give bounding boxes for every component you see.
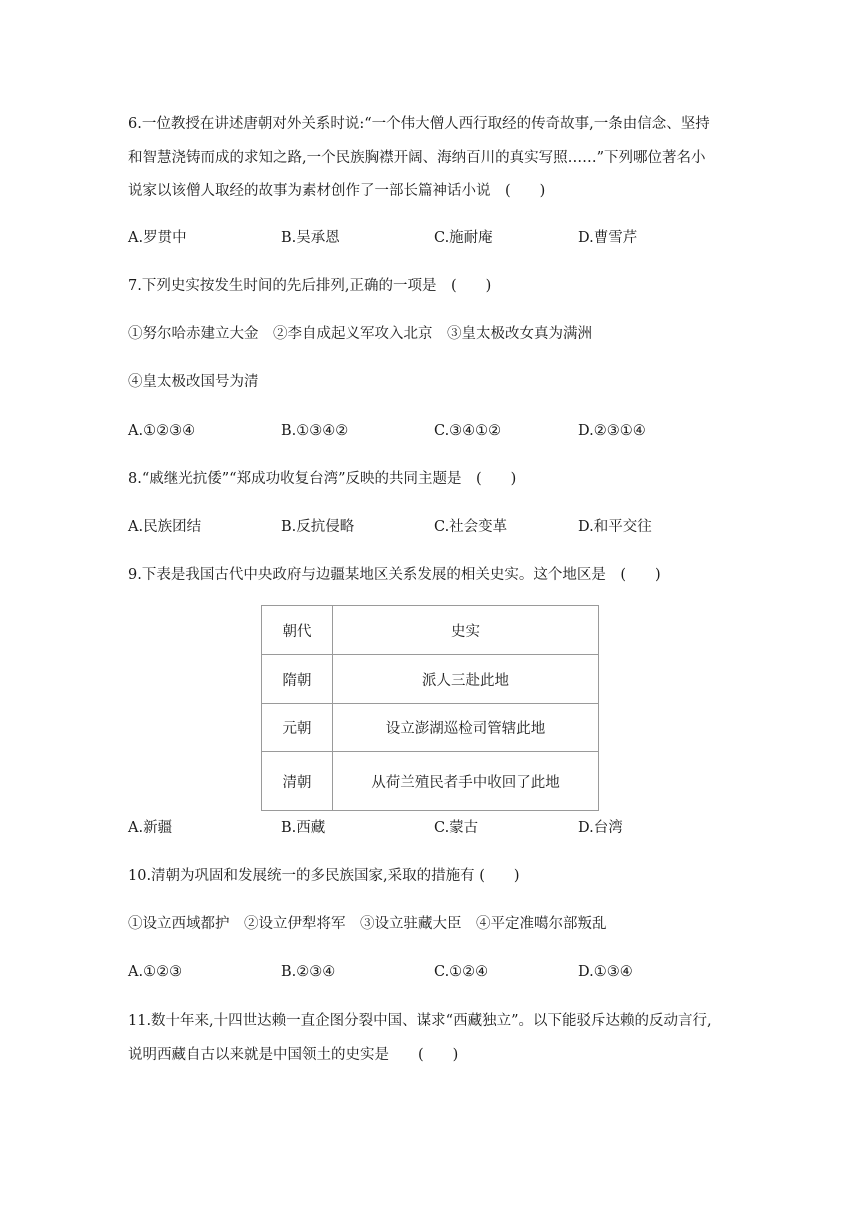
- q6-option-d: D.曹雪芹: [578, 230, 638, 246]
- table-cell-fact: 派人三赴此地: [333, 655, 599, 704]
- q6-option-b: B.吴承恩: [281, 230, 340, 246]
- q7-option-a: A.①②③④: [128, 423, 196, 439]
- q9-option-d: D.台湾: [578, 820, 623, 836]
- q6-stem-line-3: 说家以该僧人取经的故事为素材创作了一部长篇神话小说 ( ): [128, 183, 546, 199]
- q8-stem: 8.“戚继光抗倭”“郑成功收复台湾”反映的共同主题是 ( ): [128, 471, 517, 487]
- q6-stem-line-1: 6.一位教授在讲述唐朝对外关系时说:“一个伟大僧人西行取经的传奇故事,一条由信念、坚持: [128, 116, 710, 132]
- table-header-row: [262, 606, 599, 655]
- q9-option-b: B.西藏: [281, 820, 326, 836]
- q7-option-b: B.①③④②: [281, 423, 349, 439]
- q10-stem: 10.清朝为巩固和发展统一的多民族国家,采取的措施有 ( ): [128, 868, 520, 884]
- table-cell-dynasty: 隋朝: [262, 655, 333, 704]
- q7-options: [128, 421, 728, 441]
- table-cell-dynasty: 元朝: [262, 704, 333, 752]
- q8-option-b: B.反抗侵略: [281, 519, 355, 535]
- q10-option-a: A.①②③: [128, 964, 183, 980]
- q11-stem-line-2: 说明西藏自古以来就是中国领土的史实是 ( ): [128, 1047, 459, 1063]
- q7-option-c: C.③④①②: [434, 423, 502, 439]
- table-cell-fact: 设立澎湖巡检司管辖此地: [333, 704, 599, 752]
- history-table: [261, 605, 599, 811]
- q9-option-a: A.新疆: [128, 820, 173, 836]
- q11-stem-line-1: 11.数十年来,十四世达赖一直企图分裂中国、谋求“西藏独立”。以下能驳斥达赖的反动言行,: [128, 1013, 712, 1029]
- table-header-facts: 史实: [333, 606, 599, 655]
- q6-option-c: C.施耐庵: [434, 230, 493, 246]
- table-cell-fact: 从荷兰殖民者手中收回了此地: [333, 752, 599, 811]
- q9-option-c: C.蒙古: [434, 820, 479, 836]
- q7-items-line-1: ①努尔哈赤建立大金 ②李自成起义军攻入北京 ③皇太极改女真为满洲: [128, 326, 592, 342]
- q8-option-c: C.社会变革: [434, 519, 508, 535]
- q9-stem: 9.下表是我国古代中央政府与边疆某地区关系发展的相关史实。这个地区是 ( ): [128, 567, 661, 583]
- q10-option-d: D.①③④: [578, 964, 633, 980]
- q10-options: [128, 962, 728, 982]
- q6-stem-line-2: 和智慧浇铸而成的求知之路,一个民族胸襟开阔、海纳百川的真实写照……”下列哪位著名小: [128, 150, 706, 166]
- q10-items-line-1: ①设立西域都护 ②设立伊犁将军 ③设立驻藏大臣 ④平定准噶尔部叛乱: [128, 916, 607, 932]
- q8-option-a: A.民族团结: [128, 519, 202, 535]
- q6-option-a: A.罗贯中: [128, 230, 187, 246]
- q9-options: [128, 818, 728, 838]
- q10-option-c: C.①②④: [434, 964, 489, 980]
- q7-stem: 7.下列史实按发生时间的先后排列,正确的一项是 ( ): [128, 278, 492, 294]
- q8-option-d: D.和平交往: [578, 519, 652, 535]
- q8-options: [128, 517, 728, 537]
- table-header-dynasty: 朝代: [262, 606, 333, 655]
- q7-items-line-2: ④皇太极改国号为清: [128, 374, 259, 390]
- table-row: [262, 752, 599, 811]
- table-row: [262, 655, 599, 704]
- q10-option-b: B.②③④: [281, 964, 336, 980]
- table-row: [262, 704, 599, 752]
- table-cell-dynasty: 清朝: [262, 752, 333, 811]
- q6-options: [128, 228, 728, 248]
- q7-option-d: D.②③①④: [578, 423, 646, 439]
